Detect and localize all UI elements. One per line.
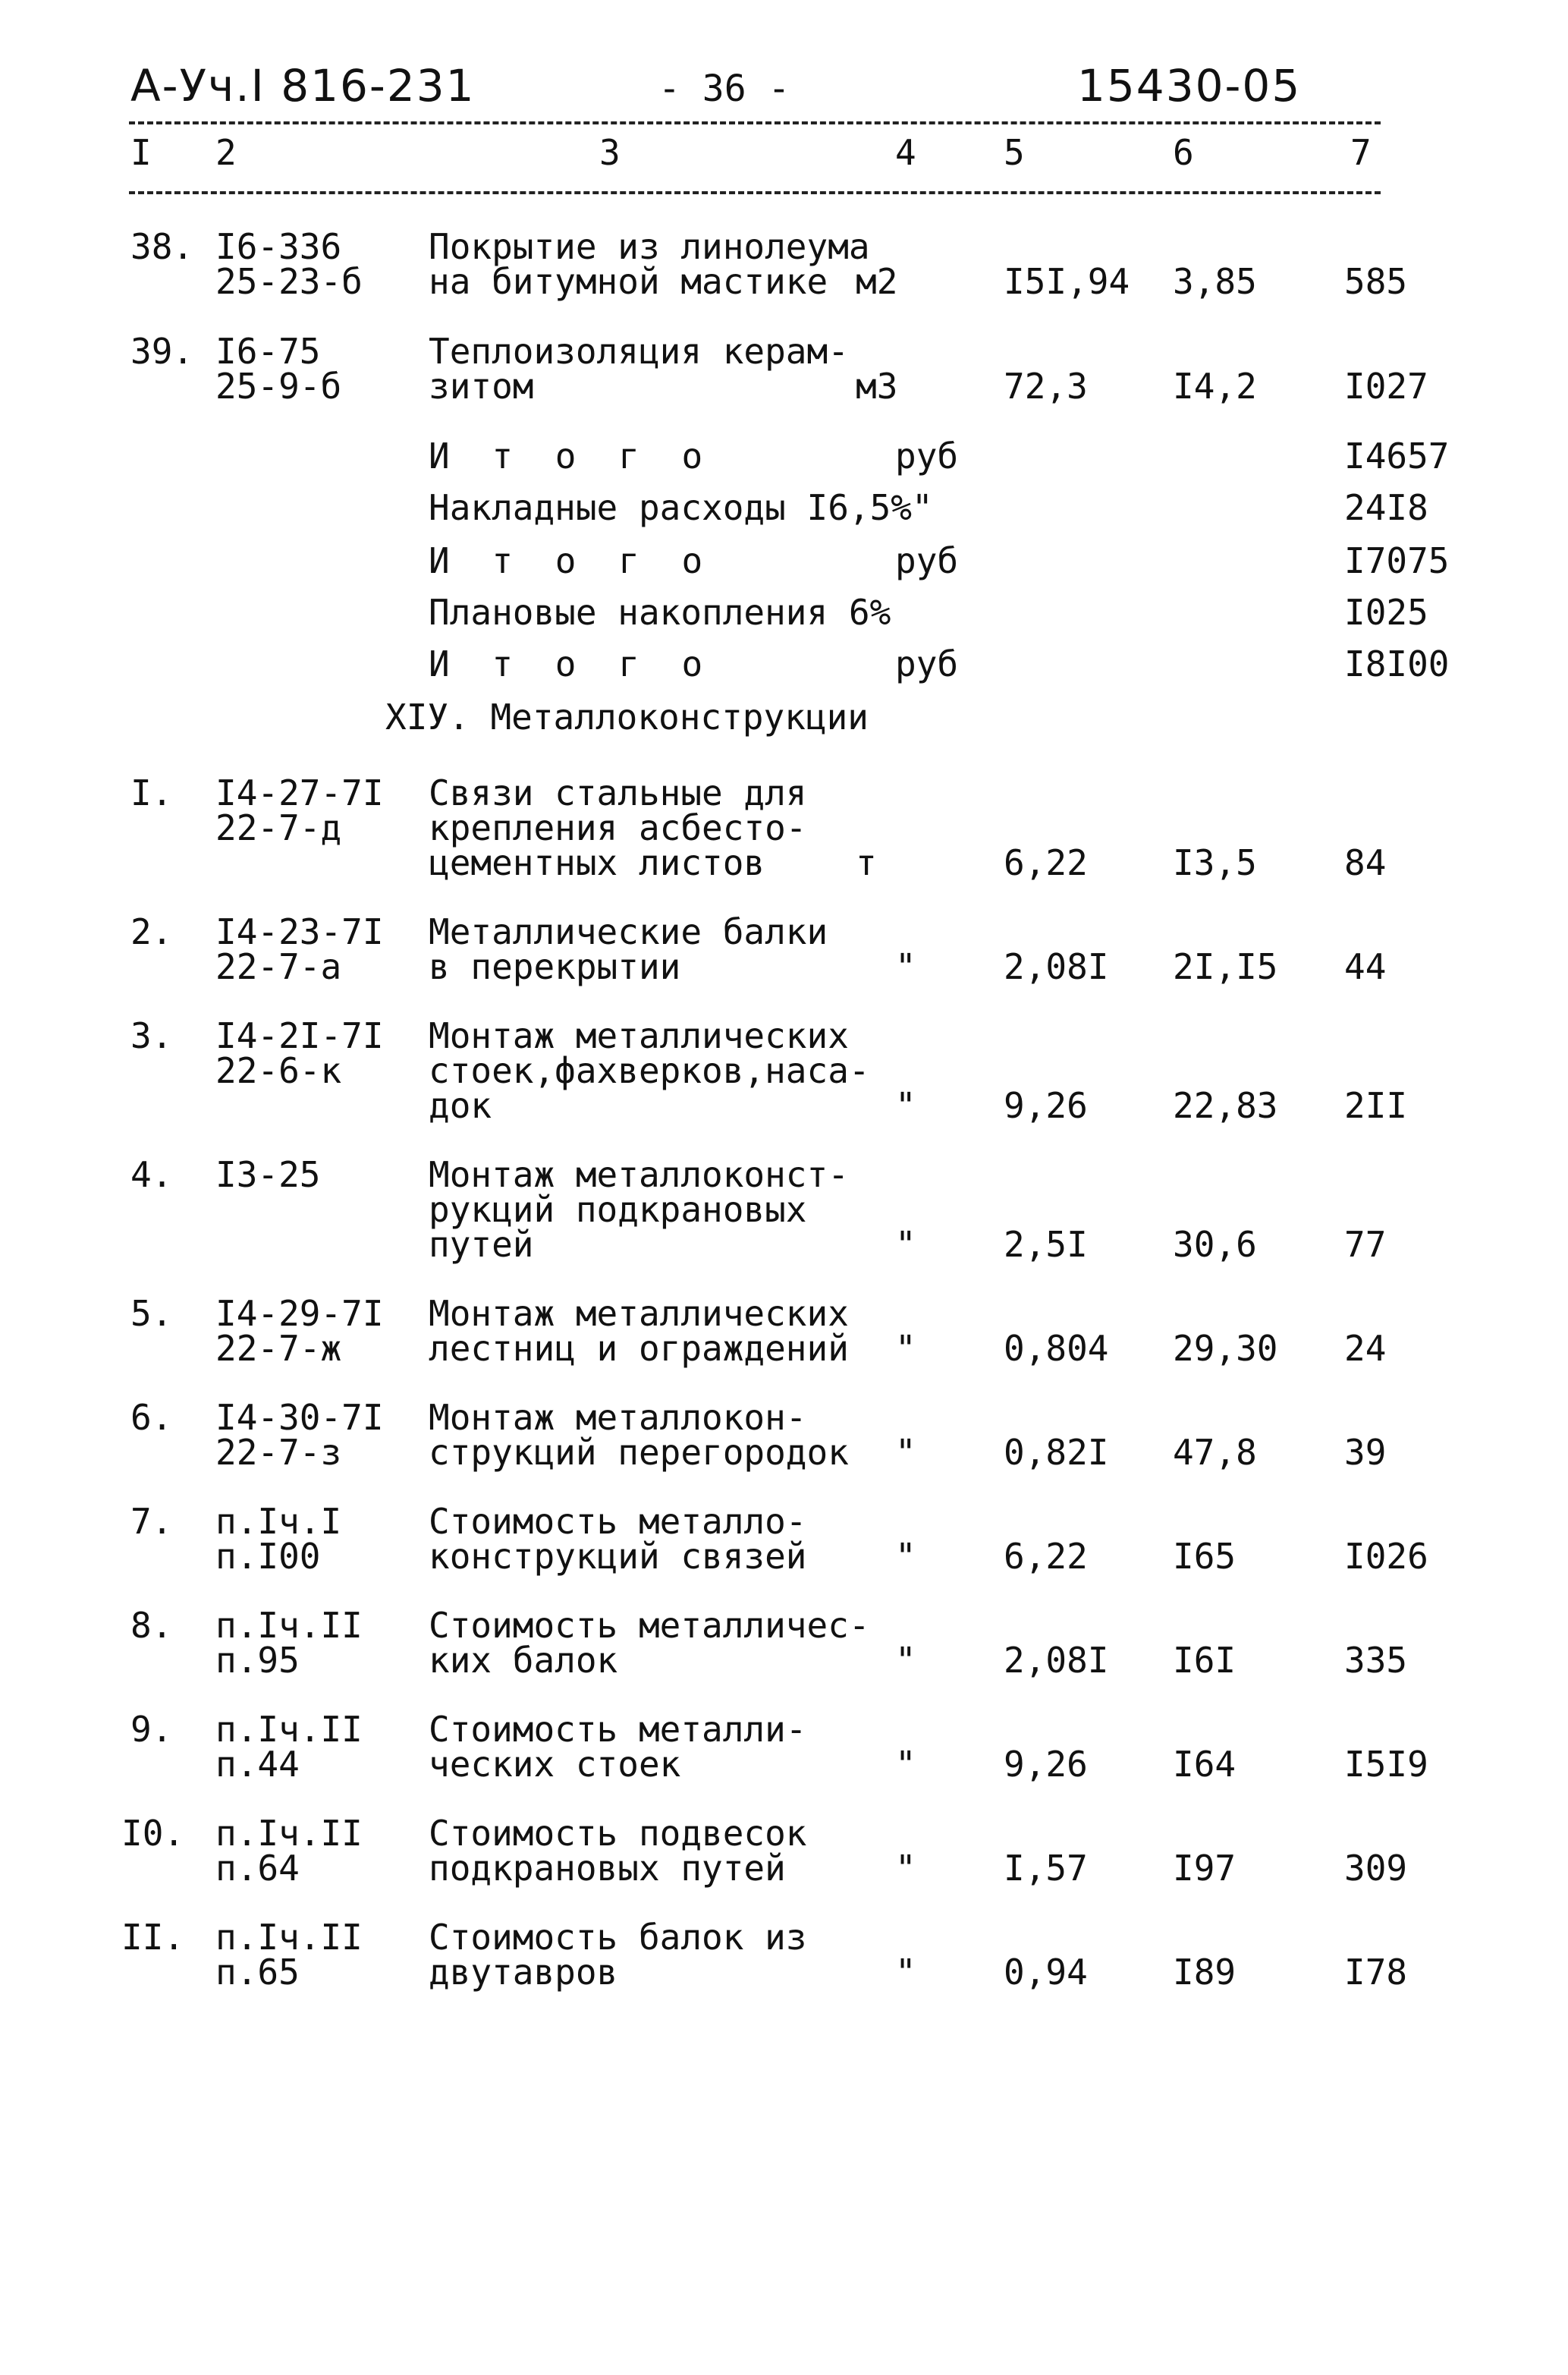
total-cost: 84: [1344, 842, 1387, 883]
work-description: Монтаж металлических стоек,фахверков,наса- док: [429, 1015, 870, 1126]
total-cost: 77: [1344, 1224, 1387, 1265]
summary-unit: руб: [895, 436, 959, 477]
unit-price: 3,85: [1173, 261, 1257, 302]
total-cost: 24: [1344, 1328, 1387, 1369]
total-cost: 309: [1344, 1848, 1408, 1889]
unit: ": [895, 1432, 916, 1473]
unit: ": [895, 1744, 916, 1785]
norm-code: п.Iч.II п.95: [215, 1605, 363, 1681]
quantity: 0,94: [1004, 1952, 1088, 1993]
unit: ": [895, 946, 916, 987]
row-number: 5.: [130, 1293, 173, 1334]
unit-price: 22,83: [1173, 1085, 1278, 1126]
quantity: 0,82I: [1004, 1432, 1109, 1473]
page-number: - 36 -: [658, 68, 790, 110]
summary-label: И т о г о: [429, 643, 714, 684]
row-number: II.: [121, 1917, 185, 1958]
unit: ": [895, 1085, 916, 1126]
unit: м2: [856, 261, 898, 302]
unit-price: 2I,I5: [1173, 946, 1278, 987]
summary-label: Плановые накопления 6%: [429, 592, 891, 633]
norm-code: I4-30-7I 22-7-з: [215, 1397, 384, 1473]
total-cost: I5I9: [1344, 1744, 1428, 1785]
unit: ": [895, 1848, 916, 1889]
unit-price: I4,2: [1173, 366, 1257, 407]
summary-label: И т о г о: [429, 540, 714, 581]
row-number: I.: [130, 772, 173, 813]
unit: ": [895, 1224, 916, 1265]
column-header: 7: [1350, 132, 1372, 173]
norm-code: п.Iч.I п.I00: [215, 1501, 342, 1577]
quantity: 2,08I: [1004, 1640, 1109, 1681]
quantity: 6,22: [1004, 1536, 1088, 1577]
row-number: 8.: [130, 1605, 173, 1646]
norm-code: I6-75 25-9-б: [215, 331, 342, 407]
work-description: Стоимость подвесок подкрановых путей: [429, 1813, 807, 1889]
total-cost: I026: [1344, 1536, 1428, 1577]
work-description: Металлические балки в перекрытии: [429, 911, 828, 987]
header-rule-bottom: [129, 191, 1381, 194]
archive-stamp: А-Уч.I 816-231: [130, 60, 476, 112]
total-cost: 44: [1344, 946, 1387, 987]
unit-price: I97: [1173, 1848, 1236, 1889]
norm-code: I3-25: [215, 1154, 321, 1195]
row-number: 38.: [130, 226, 194, 267]
quantity: 0,804: [1004, 1328, 1109, 1369]
summary-label: И т о г о: [429, 436, 714, 477]
summary-total: 24I8: [1344, 487, 1428, 528]
unit-price: I6I: [1173, 1640, 1236, 1681]
work-description: Стоимость балок из двутавров: [429, 1917, 807, 1993]
norm-code: п.Iч.II п.64: [215, 1813, 363, 1889]
unit: ": [895, 1952, 916, 1993]
work-description: Монтаж металлокон- струкций перегородок: [429, 1397, 849, 1473]
row-number: 9.: [130, 1709, 173, 1750]
quantity: 6,22: [1004, 842, 1088, 883]
unit-price: I89: [1173, 1952, 1236, 1993]
unit: м3: [856, 366, 898, 407]
quantity: 9,26: [1004, 1744, 1088, 1785]
summary-label: Накладные расходы I6,5%": [429, 487, 933, 528]
quantity: 2,5I: [1004, 1224, 1088, 1265]
norm-code: п.Iч.II п.44: [215, 1709, 363, 1785]
section-title: ХIУ. Металлоконструкции: [385, 697, 869, 738]
document-number: 15430-05: [1077, 60, 1302, 112]
column-header: 3: [599, 132, 621, 173]
unit: ": [895, 1536, 916, 1577]
work-description: Теплоизоляция керам- зитом: [429, 331, 849, 407]
unit-price: I64: [1173, 1744, 1236, 1785]
summary-total: I025: [1344, 592, 1428, 633]
work-description: Стоимость металли- ческих стоек: [429, 1709, 807, 1785]
unit-price: 29,30: [1173, 1328, 1278, 1369]
unit-price: I3,5: [1173, 842, 1257, 883]
row-number: I0.: [121, 1813, 185, 1854]
unit-price: 30,6: [1173, 1224, 1257, 1265]
quantity: I5I,94: [1004, 261, 1130, 302]
norm-code: I6-336 25-23-б: [215, 226, 363, 302]
total-cost: 2II: [1344, 1085, 1408, 1126]
quantity: 2,08I: [1004, 946, 1109, 987]
quantity: 72,3: [1004, 366, 1088, 407]
norm-code: I4-29-7I 22-7-ж: [215, 1293, 384, 1369]
row-number: 2.: [130, 911, 173, 952]
work-description: Монтаж металлических лестниц и ограждений: [429, 1293, 849, 1369]
column-header: 6: [1173, 132, 1194, 173]
work-description: Стоимость металло- конструкций связей: [429, 1501, 807, 1577]
total-cost: I027: [1344, 366, 1428, 407]
row-number: 4.: [130, 1154, 173, 1195]
total-cost: 39: [1344, 1432, 1387, 1473]
summary-unit: руб: [895, 643, 959, 684]
row-number: 3.: [130, 1015, 173, 1056]
work-description: Стоимость металличес- ких балок: [429, 1605, 870, 1681]
row-number: 39.: [130, 331, 194, 372]
norm-code: I4-27-7I 22-7-д: [215, 772, 384, 848]
norm-code: п.Iч.II п.65: [215, 1917, 363, 1993]
work-description: Связи стальные для крепления асбесто- цементных листов: [429, 772, 807, 883]
quantity: 9,26: [1004, 1085, 1088, 1126]
summary-total: I8I00: [1344, 643, 1450, 684]
unit: ": [895, 1640, 916, 1681]
total-cost: 585: [1344, 261, 1408, 302]
summary-unit: руб: [895, 540, 959, 581]
work-description: Покрытие из линолеума на битумной мастике: [429, 226, 870, 302]
norm-code: I4-23-7I 22-7-а: [215, 911, 384, 987]
unit: ": [895, 1328, 916, 1369]
quantity: I,57: [1004, 1848, 1088, 1889]
unit: т: [856, 842, 877, 883]
row-number: 6.: [130, 1397, 173, 1438]
total-cost: I78: [1344, 1952, 1408, 1993]
column-header: 5: [1004, 132, 1025, 173]
total-cost: 335: [1344, 1640, 1408, 1681]
row-number: 7.: [130, 1501, 173, 1542]
summary-total: I4657: [1344, 436, 1450, 477]
column-header: I: [130, 132, 152, 173]
summary-total: I7075: [1344, 540, 1450, 581]
norm-code: I4-2I-7I 22-6-к: [215, 1015, 384, 1091]
unit-price: I65: [1173, 1536, 1236, 1577]
column-header: 4: [895, 132, 916, 173]
unit-price: 47,8: [1173, 1432, 1257, 1473]
column-header: 2: [215, 132, 237, 173]
work-description: Монтаж металлоконст- рукций подкрановых путей: [429, 1154, 849, 1265]
header-rule-top: [129, 121, 1381, 124]
